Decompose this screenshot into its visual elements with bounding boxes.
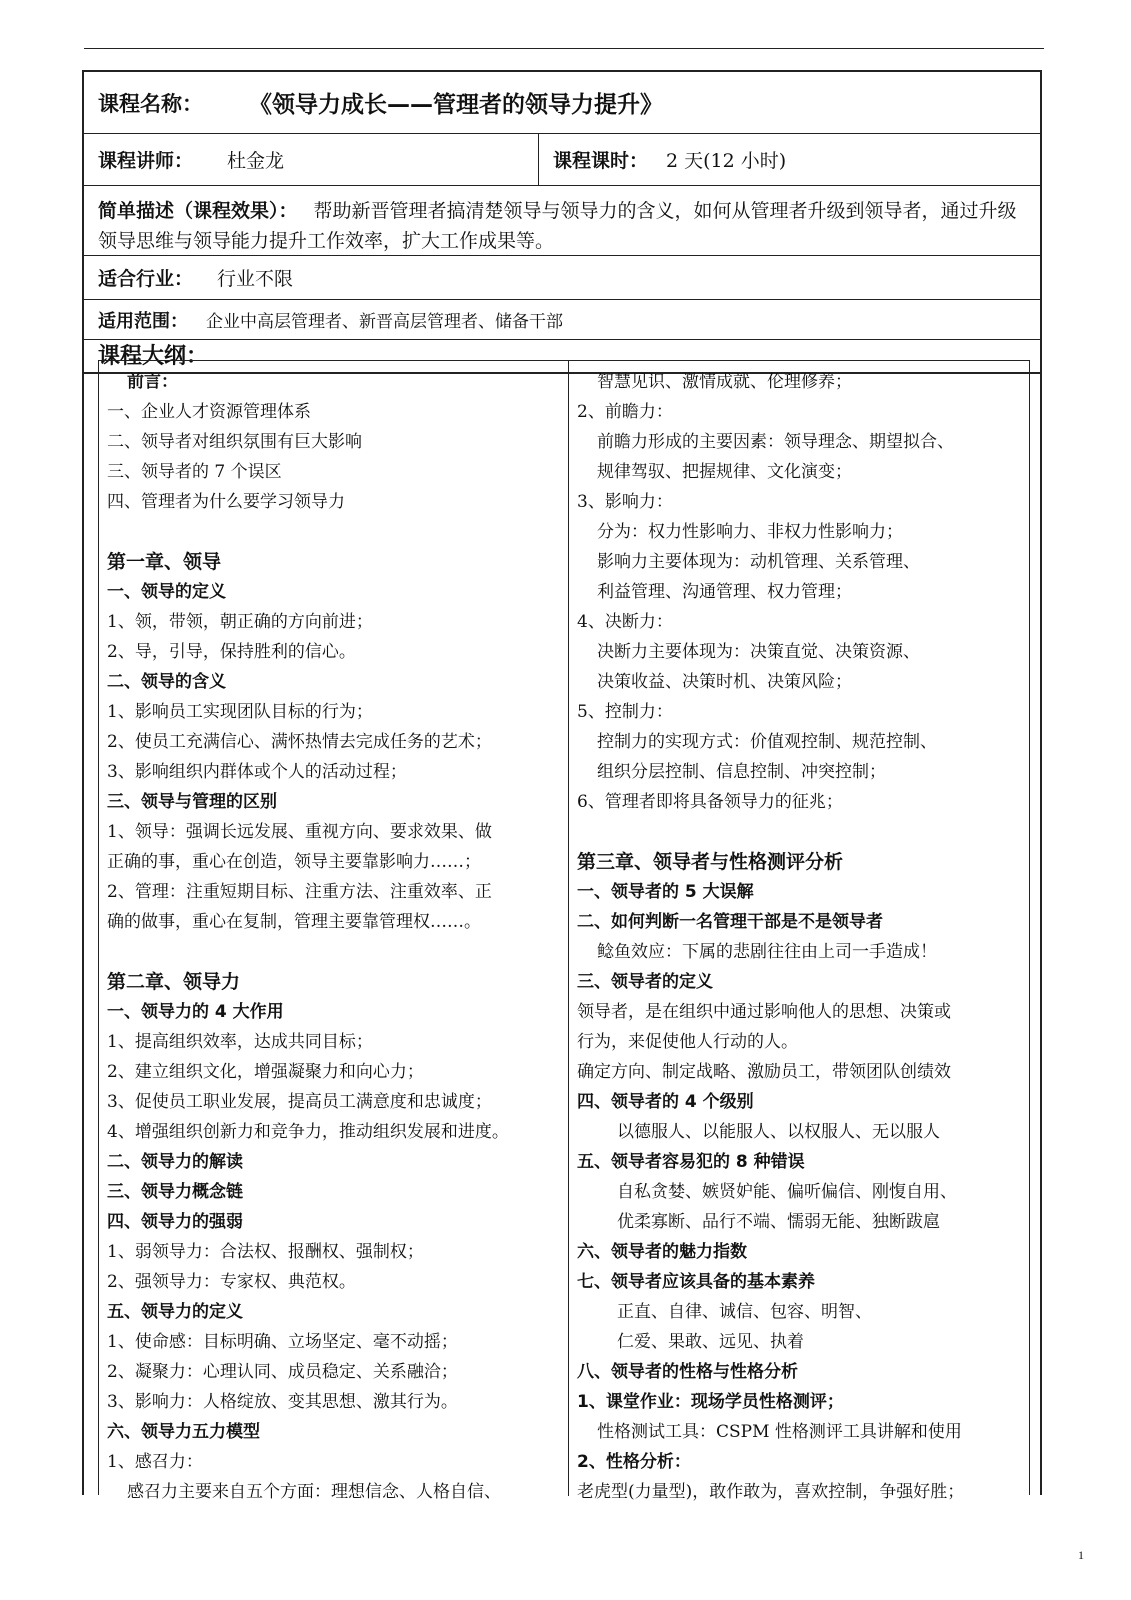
- hours-value: 2 天(12 小时): [666, 150, 787, 172]
- outline-line: 第三章、领导者与性格测评分析: [577, 851, 844, 873]
- outline-line: 1、使命感：目标明确、立场坚定、毫不动摇；: [107, 1332, 458, 1352]
- outline-line: 正直、自律、诚信、包容、明智、: [617, 1302, 872, 1322]
- outline-line: 六、领导者的魅力指数: [577, 1242, 747, 1262]
- outline-line: 鲶鱼效应：下属的悲剧往往由上司一手造成！: [597, 942, 937, 962]
- outline-line: 1、感召力：: [107, 1452, 203, 1472]
- outline-box: [98, 360, 1030, 1502]
- outline-line: 2、性格分析：: [577, 1452, 691, 1472]
- outline-line: 前瞻力形成的主要因素：领导理念、期望拟合、: [597, 432, 954, 452]
- outline-line: 第一章、领导: [107, 551, 222, 573]
- outline-line: 老虎型(力量型)，敢作敢为，喜欢控制，争强好胜；: [577, 1482, 965, 1502]
- description-row: [84, 186, 1040, 256]
- outline-line: 优柔寡断、品行不端、懦弱无能、独断跋扈: [617, 1212, 940, 1232]
- outline-line: 仁爱、果敢、远见、执着: [617, 1332, 804, 1352]
- scope-row: [84, 300, 1040, 340]
- outline-line: 八、领导者的性格与性格分析: [577, 1362, 798, 1382]
- outline-line: [107, 937, 552, 967]
- outline-line: 性格测试工具：CSPM 性格测评工具讲解和使用: [597, 1422, 962, 1442]
- outline-line: 二、领导的含义: [107, 672, 226, 692]
- outline-line: 6、管理者即将具备领导力的征兆；: [577, 792, 843, 812]
- outline-line: 确定方向、制定战略、激励员工，带领团队创绩效: [577, 1062, 951, 1082]
- outline-line: 2、强领导力：专家权、典范权。: [107, 1272, 356, 1292]
- outline-line: 感召力主要来自五个方面：理想信念、人格自信、: [127, 1482, 501, 1502]
- description-label: 简单描述（课程效果）：: [98, 200, 298, 222]
- outline-line: 2、前瞻力：: [577, 402, 673, 422]
- teacher-cell: [84, 134, 539, 185]
- outline-line: 2、管理：注重短期目标、注重方法、注重效率、正: [107, 882, 492, 902]
- outline-line: 七、领导者应该具备的基本素养: [577, 1272, 815, 1292]
- outline-line: 三、领导者的定义: [577, 972, 713, 992]
- outline-line: 四、管理者为什么要学习领导力: [107, 492, 345, 512]
- top-rule: [84, 48, 1044, 49]
- outline-title: 课程大纲：: [98, 344, 209, 369]
- outline-line: 确的做事，重心在复制，管理主要靠管理权……。: [107, 912, 481, 932]
- outline-line: 分为：权力性影响力、非权力性影响力；: [597, 522, 903, 542]
- industry-row: [84, 256, 1040, 300]
- outline-line: 决策收益、决策时机、决策风险；: [597, 672, 852, 692]
- outline-line: 二、领导者对组织氛围有巨大影响: [107, 432, 362, 452]
- outline-line: [107, 517, 552, 547]
- outline-left-column: [107, 367, 552, 1507]
- course-title-row: [84, 72, 1040, 134]
- outline-line: 三、领导力概念链: [107, 1182, 243, 1202]
- outline-line: 领导者，是在组织中通过影响他人的思想、决策或: [577, 1002, 951, 1022]
- industry-value: 行业不限: [217, 268, 294, 290]
- hours-label: 课程课时：: [553, 150, 649, 172]
- outline-line: 控制力的实现方式：价值观控制、规范控制、: [597, 732, 937, 752]
- outline-line: 4、增强组织创新力和竞争力，推动组织发展和进度。: [107, 1122, 509, 1142]
- outline-right-column: [577, 367, 1027, 1507]
- outline-line: 1、课堂作业：现场学员性格测评；: [577, 1392, 844, 1412]
- outline-line: 一、领导力的 4 大作用: [107, 1002, 284, 1022]
- column-divider: [568, 361, 569, 1496]
- outline-line: 一、领导者的 5 大误解: [577, 882, 754, 902]
- outline-line: 2、凝聚力：心理认同、成员稳定、关系融洽；: [107, 1362, 458, 1382]
- outline-line: 2、使员工充满信心、满怀热情去完成任务的艺术；: [107, 732, 492, 752]
- course-title-label: 课程名称：: [98, 91, 203, 116]
- outline-line: 规律驾驭、把握规律、文化演变；: [597, 462, 852, 482]
- outline-line: 前言：: [127, 372, 178, 392]
- industry-label: 适合行业：: [98, 268, 194, 290]
- outline-line: 一、领导的定义: [107, 582, 226, 602]
- outline-line: 行为，来促使他人行动的人。: [577, 1032, 798, 1052]
- outline-line: 五、领导者容易犯的 8 种错误: [577, 1152, 805, 1172]
- outline-line: 2、建立组织文化，增强凝聚力和向心力；: [107, 1062, 424, 1082]
- outline-line: 3、影响力：: [577, 492, 673, 512]
- outline-line: 正确的事，重心在创造，领导主要靠影响力……；: [107, 852, 481, 872]
- course-title-value: 《领导力成长——管理者的领导力提升》: [249, 92, 663, 118]
- outline-body: [82, 360, 1042, 1502]
- outline-line: 利益管理、沟通管理、权力管理；: [597, 582, 852, 602]
- outline-line: 四、领导力的强弱: [107, 1212, 243, 1232]
- page-number: 1: [1078, 1548, 1084, 1562]
- outline-line: 1、弱领导力：合法权、报酬权、强制权；: [107, 1242, 424, 1262]
- outline-line: 四、领导者的 4 个级别: [577, 1092, 754, 1112]
- outline-line: 一、企业人才资源管理体系: [107, 402, 311, 422]
- outline-line: 5、控制力：: [577, 702, 673, 722]
- outline-line: 自私贪婪、嫉贤妒能、偏听偏信、刚愎自用、: [617, 1182, 957, 1202]
- outline-line: 1、领，带领，朝正确的方向前进；: [107, 612, 373, 632]
- outline-line: 决断力主要体现为：决策直觉、决策资源、: [597, 642, 920, 662]
- outline-line: [577, 817, 1027, 847]
- scope-label: 适用范围：: [98, 310, 188, 332]
- teacher-label: 课程讲师：: [98, 150, 194, 172]
- outline-line: 1、提高组织效率，达成共同目标；: [107, 1032, 373, 1052]
- outline-line: 1、领导：强调长远发展、重视方向、要求效果、做: [107, 822, 492, 842]
- outline-line: 六、领导力五力模型: [107, 1422, 260, 1442]
- outline-line: 3、影响力：人格绽放、变其思想、激其行为。: [107, 1392, 458, 1412]
- outline-line: 二、如何判断一名管理干部是不是领导者: [577, 912, 883, 932]
- teacher-hours-row: [84, 134, 1040, 186]
- outline-line: 3、促使员工职业发展，提高员工满意度和忠诚度；: [107, 1092, 492, 1112]
- hours-cell: [539, 134, 1040, 185]
- outline-line: 组织分层控制、信息控制、冲突控制；: [597, 762, 886, 782]
- outline-line: 第二章、领导力: [107, 971, 241, 993]
- scope-value: 企业中高层管理者、新晋高层管理者、储备干部: [206, 312, 563, 332]
- outline-line: 影响力主要体现为：动机管理、关系管理、: [597, 552, 920, 572]
- outline-line: 五、领导力的定义: [107, 1302, 243, 1322]
- outline-line: 3、影响组织内群体或个人的活动过程；: [107, 762, 407, 782]
- outline-line: 2、导，引导，保持胜利的信心。: [107, 642, 356, 662]
- outline-line: 三、领导者的 7 个误区: [107, 462, 282, 482]
- course-info-table: [82, 70, 1042, 374]
- outline-line: 1、影响员工实现团队目标的行为；: [107, 702, 373, 722]
- teacher-value: 杜金龙: [227, 150, 285, 172]
- outline-line: 三、领导与管理的区别: [107, 792, 277, 812]
- outline-line: 二、领导力的解读: [107, 1152, 243, 1172]
- outline-line: 以德服人、以能服人、以权服人、无以服人: [617, 1122, 940, 1142]
- outline-line: 4、决断力：: [577, 612, 673, 632]
- outline-line: 智慧见识、激情成就、伦理修养；: [597, 372, 852, 392]
- description-value: 帮助新晋管理者搞清楚领导与领导力的含义，如何从管理者升级到领导者，通过升级领导思维与领导能力提升工作效率，扩大工作成果等。: [98, 200, 1017, 252]
